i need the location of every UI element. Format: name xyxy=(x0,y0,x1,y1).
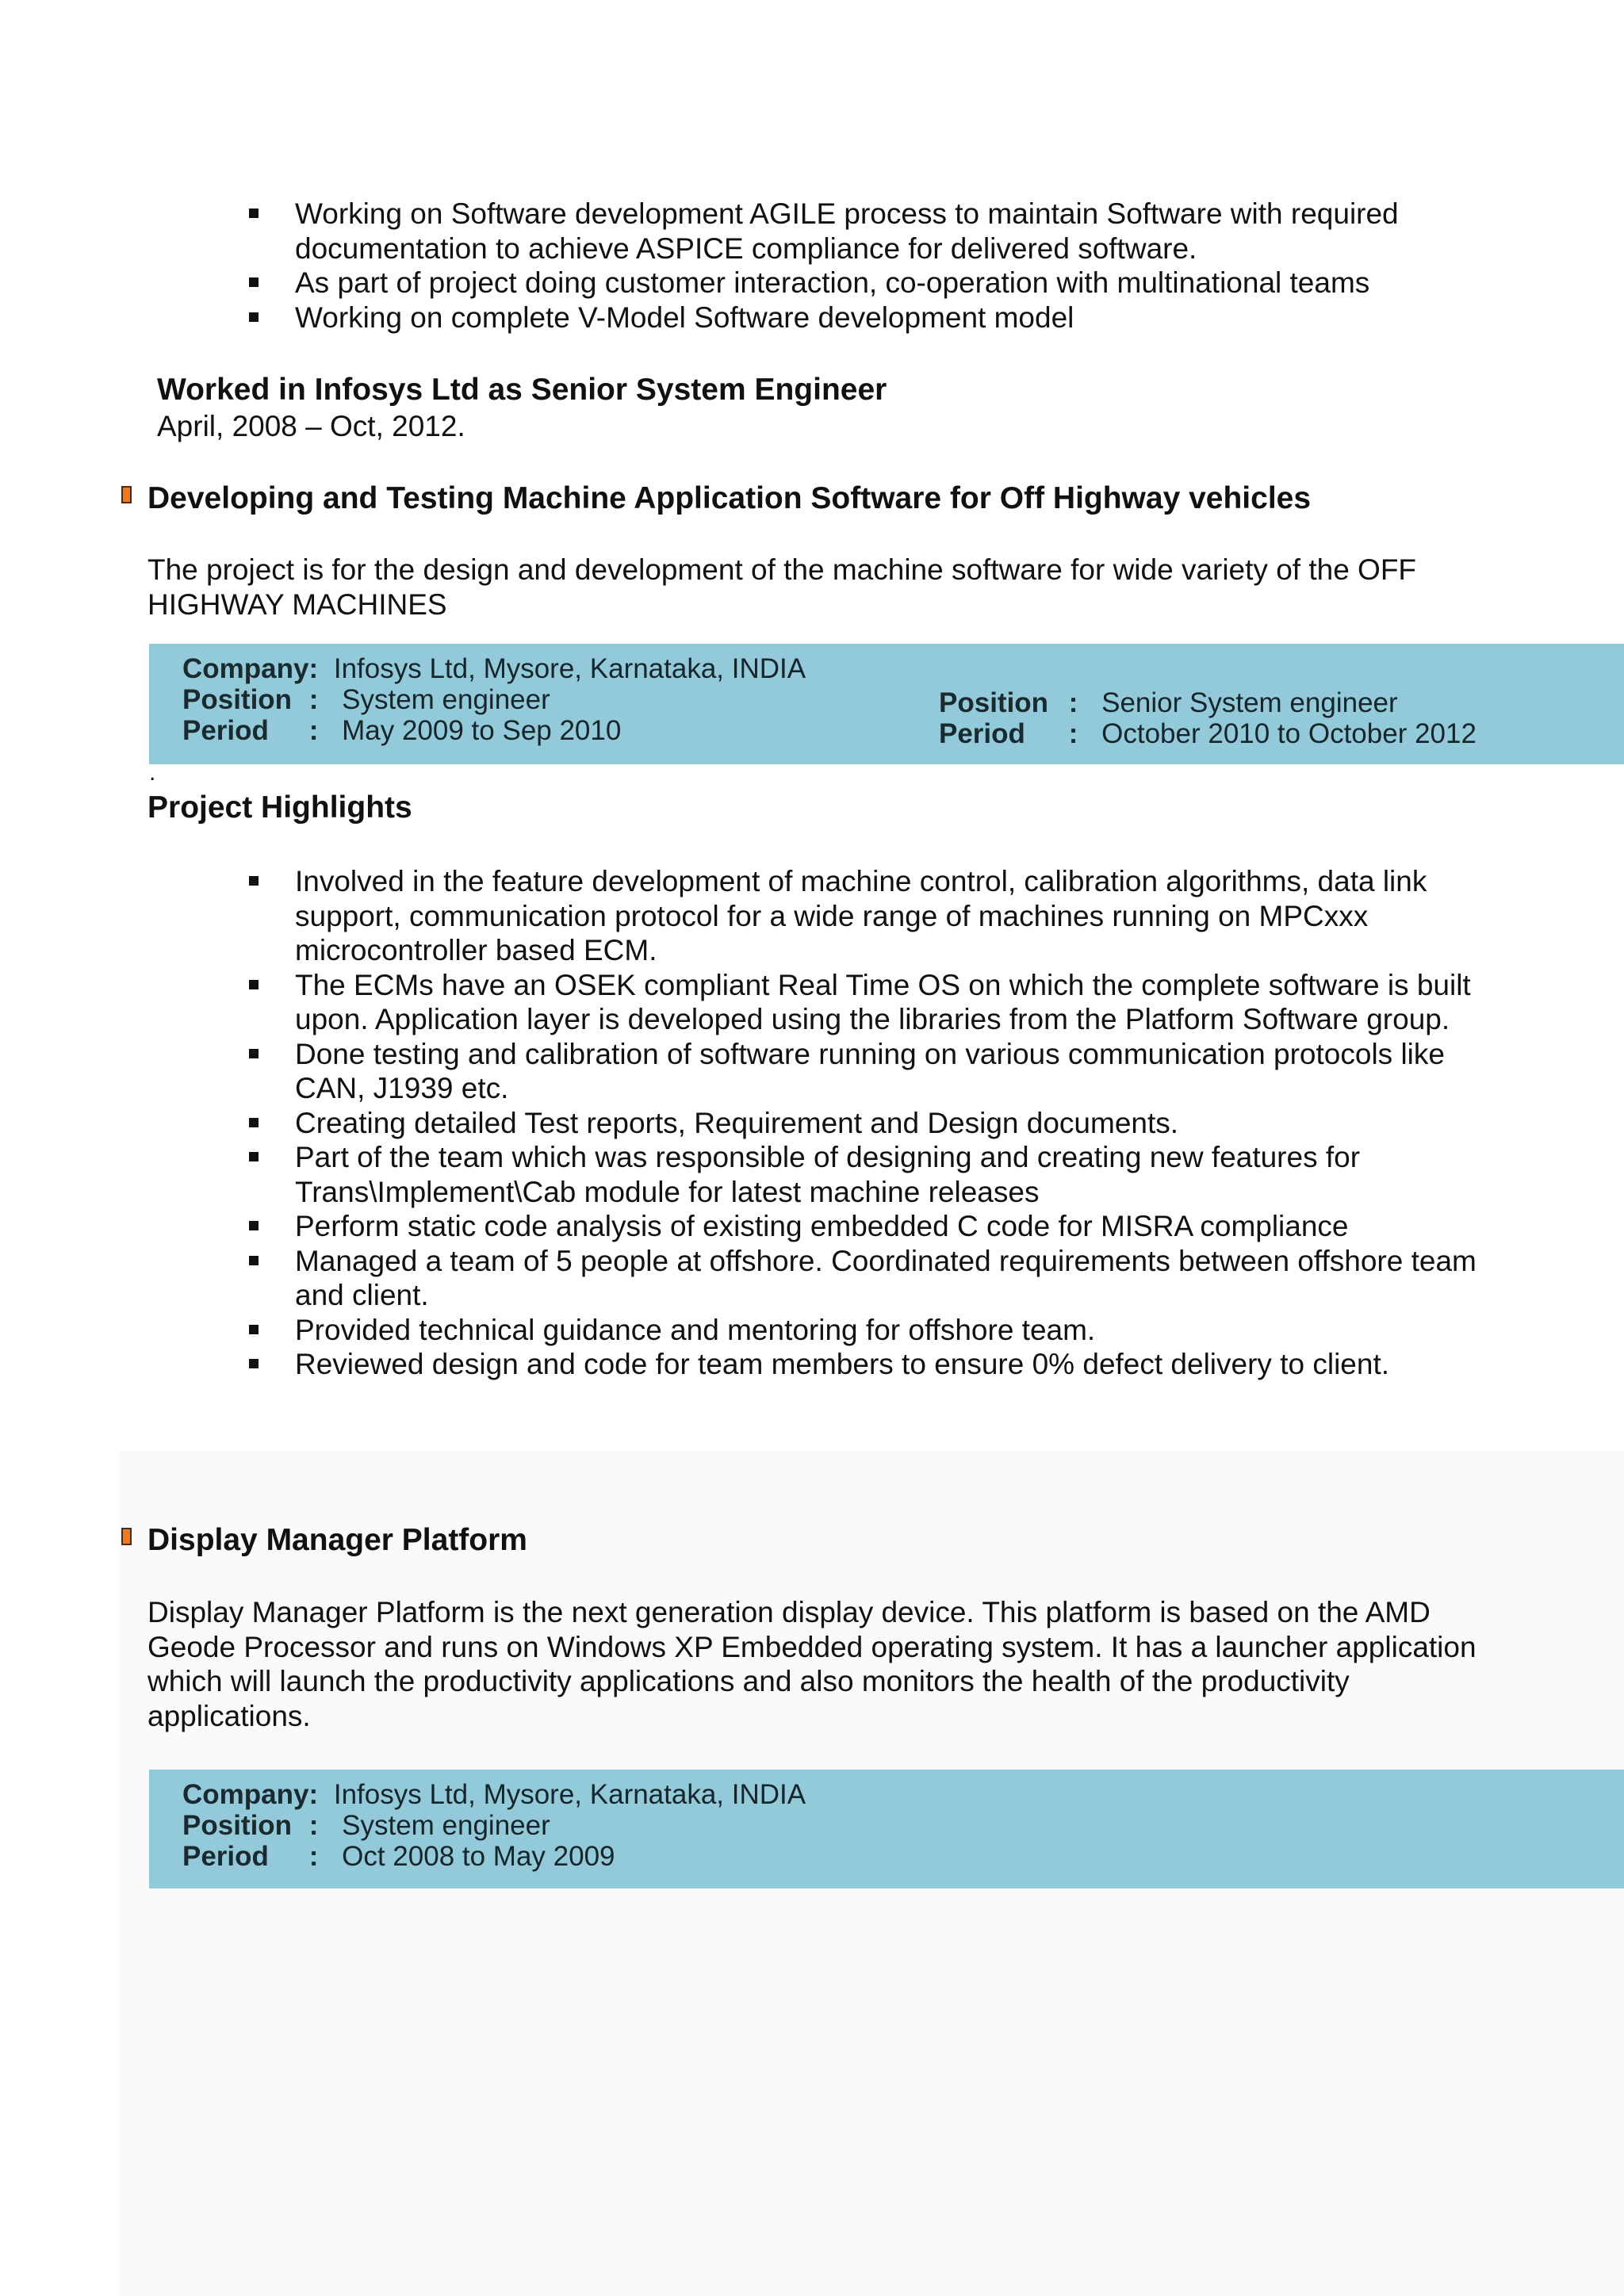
bullet-square-icon xyxy=(249,209,259,218)
colon-separator: : xyxy=(1068,718,1078,749)
list-item: As part of project doing customer interaction, co-operation with multinational teams xyxy=(295,266,1516,300)
position-value: Senior System engineer xyxy=(1101,687,1398,718)
bullet-square-icon xyxy=(249,1152,259,1161)
list-item: Part of the team which was responsible of designing and creating new features for Trans\Implement\Cab module for latest machine releases xyxy=(295,1140,1516,1209)
bullet-square-icon xyxy=(249,1118,259,1127)
list-item: Reviewed design and code for team members to ensure 0% defect delivery to client. xyxy=(295,1347,1516,1382)
job-title: Worked in Infosys Ltd as Senior System Engineer xyxy=(157,373,887,407)
responsibilities-list xyxy=(295,197,1516,335)
position-row xyxy=(182,1810,550,1841)
bullet-square-icon xyxy=(249,876,259,886)
company-label: Company: xyxy=(182,653,319,684)
project-info-box xyxy=(149,1770,1624,1888)
position-label: Position xyxy=(182,684,293,715)
list-item: Managed a team of 5 people at offshore. Coordinated requirements between offshore team and client. xyxy=(295,1244,1516,1313)
company-label: Company: xyxy=(182,1779,319,1810)
bullet-square-icon xyxy=(249,1049,259,1058)
list-item: Involved in the feature development of machine control, calibration algorithms, data link support, communication protocol for a wide range of machines running on MPCxxx microcontroller based ECM. xyxy=(295,864,1516,968)
period-value: October 2010 to October 2012 xyxy=(1101,718,1477,749)
company-value: Infosys Ltd, Mysore, Karnataka, INDIA xyxy=(333,1779,806,1810)
list-item: Working on Software development AGILE process to maintain Software with required documentation to achieve ASPICE compliance for delivered software. xyxy=(295,197,1516,266)
project-heading: Developing and Testing Machine Application Software for Off Highway vehicles xyxy=(147,481,1312,515)
bullet-square-icon xyxy=(249,1325,259,1334)
list-item: The ECMs have an OSEK compliant Real Time OS on which the complete software is built upon. Application layer is developed using the libraries from the Platform Software group. xyxy=(295,968,1516,1037)
period-label: Period xyxy=(182,715,269,746)
position-label: Position xyxy=(182,1810,293,1841)
list-item: Working on complete V-Model Software development model xyxy=(295,300,1516,335)
company-value: Infosys Ltd, Mysore, Karnataka, INDIA xyxy=(333,653,806,684)
section-marker-icon xyxy=(121,486,132,503)
position-label: Position xyxy=(939,687,1049,718)
bullet-square-icon xyxy=(249,980,259,989)
position-row xyxy=(182,684,550,715)
section-marker-icon xyxy=(121,1528,132,1545)
period-row xyxy=(182,1841,615,1872)
position-value: System engineer xyxy=(342,684,550,715)
colon-separator: : xyxy=(308,684,319,715)
bullet-square-icon xyxy=(249,1359,259,1368)
project-description: Display Manager Platform is the next generation display device. This platform is based on the AMD Geode Processor and runs on Windows XP Embedded operating system. It has a launcher application which will launch the productivity applications and also monitors the health of the productivity applications. xyxy=(147,1596,1477,1732)
period-row xyxy=(182,715,621,746)
project-heading: Display Manager Platform xyxy=(147,1523,527,1557)
project-description: The project is for the design and development of the machine software for wide variety of the OFF HIGHWAY MACHINES xyxy=(147,553,1417,621)
list-item: Done testing and calibration of software running on various communication protocols like CAN, J1939 etc. xyxy=(295,1037,1516,1106)
colon-separator: : xyxy=(308,1841,319,1872)
company-row xyxy=(182,653,806,684)
company-row xyxy=(182,1779,806,1810)
position-row-senior xyxy=(939,687,1398,718)
list-item: Creating detailed Test reports, Requirement and Design documents. xyxy=(295,1106,1516,1141)
period-value: Oct 2008 to May 2009 xyxy=(342,1841,615,1872)
bullet-square-icon xyxy=(249,1256,259,1265)
stray-dot: . xyxy=(149,760,156,786)
period-label: Period xyxy=(182,1841,269,1872)
colon-separator: : xyxy=(1068,687,1078,718)
project-highlights-list xyxy=(295,864,1516,1382)
period-row-senior xyxy=(939,718,1477,749)
period-value: May 2009 to Sep 2010 xyxy=(342,715,622,746)
list-item: Perform static code analysis of existing embedded C code for MISRA compliance xyxy=(295,1209,1516,1244)
project-highlights-heading: Project Highlights xyxy=(147,790,412,825)
colon-separator: : xyxy=(308,715,319,746)
project-info-box xyxy=(149,644,1624,764)
list-item: Provided technical guidance and mentoring for offshore team. xyxy=(295,1313,1516,1348)
bullet-square-icon xyxy=(249,312,259,322)
bullet-square-icon xyxy=(249,1221,259,1230)
job-dates: April, 2008 – Oct, 2012. xyxy=(157,410,465,442)
position-value: System engineer xyxy=(342,1810,550,1841)
bullet-square-icon xyxy=(249,277,259,287)
period-label: Period xyxy=(939,718,1025,749)
colon-separator: : xyxy=(308,1810,319,1841)
